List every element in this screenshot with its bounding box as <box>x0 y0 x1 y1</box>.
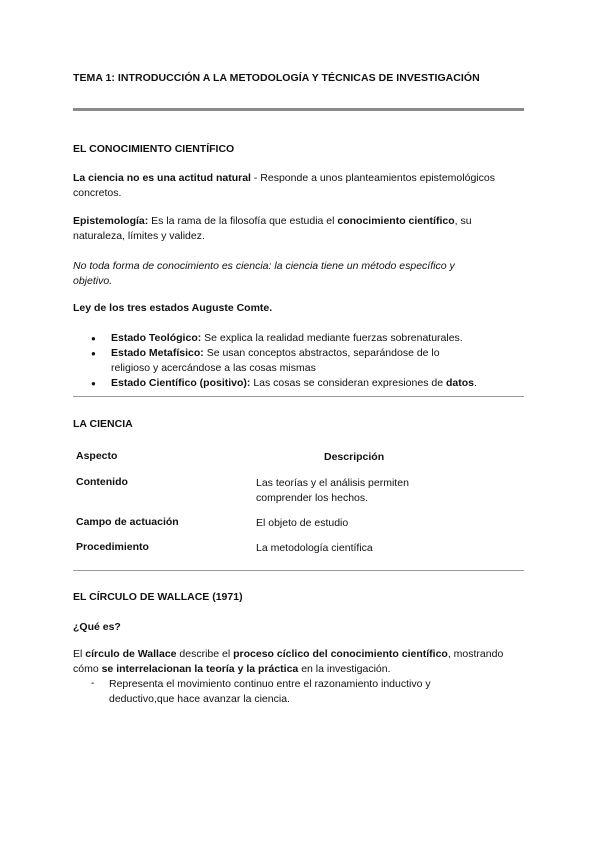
science-table <box>76 450 516 560</box>
bold-text: datos <box>445 377 474 389</box>
bold-text: Estado Teológico: <box>111 332 202 344</box>
table-header-descripcion: Descripción <box>324 451 385 463</box>
paragraph-wallace <box>73 647 529 677</box>
table-cell-aspect: Contenido <box>76 476 128 488</box>
text: Es la rama de la filosofía que estudia el <box>148 215 338 227</box>
table-cell-desc: La metodología científica <box>256 542 373 554</box>
dash-item-text: Representa el movimiento continuo entre el razonamiento inductivo y deductivo,que hace avanzar la ciencia. <box>109 678 431 705</box>
bold-text: círculo de Wallace <box>85 648 177 660</box>
list-item <box>91 346 476 376</box>
text: Se explica la realidad mediante fuerzas sobrenaturales. <box>201 332 463 344</box>
bullet-list-estados <box>91 331 511 391</box>
dash-list-item <box>77 677 477 707</box>
paragraph-epistemologia <box>73 214 525 244</box>
table-cell-desc: Las teorías y el análisis permiten comprender los hechos. <box>256 477 409 504</box>
table-cell-desc: El objeto de estudio <box>256 517 349 529</box>
bold-text: Epistemología: <box>73 215 149 227</box>
text: , su naturaleza, límites y validez. <box>73 215 472 242</box>
subheading-que-es: ¿Qué es? <box>73 621 121 633</box>
paragraph-ciencia-natural <box>73 171 525 201</box>
text: describe el <box>176 648 234 660</box>
section-heading-ciencia: LA CIENCIA <box>73 418 133 430</box>
text: El <box>73 648 86 660</box>
text: en la investigación. <box>298 663 391 675</box>
section-heading-wallace: EL CÍRCULO DE WALLACE (1971) <box>73 591 243 603</box>
law-title: Ley de los tres estados Auguste Comte. <box>73 302 273 314</box>
table-cell-aspect: Procedimiento <box>76 541 149 553</box>
list-item <box>91 331 511 346</box>
title-divider <box>73 108 524 111</box>
bold-text: La ciencia no es una actitud natural <box>73 172 251 184</box>
section-divider <box>73 570 524 571</box>
document-title: TEMA 1: INTRODUCCIÓN A LA METODOLOGÍA Y TÉCNICAS DE INVESTIGACIÓN <box>73 72 480 84</box>
bold-text: conocimiento científico <box>337 215 455 227</box>
text: - Responde a unos planteamientos epistemológicos concretos. <box>73 172 495 199</box>
section-heading-conocimiento: EL CONOCIMIENTO CIENTÍFICO <box>73 143 235 155</box>
italic-text: No toda forma de conocimiento es ciencia: la ciencia tiene un método específico y objetivo. <box>73 260 455 287</box>
text: , mostrando cómo <box>73 648 504 675</box>
bold-text: proceso cíclico del conocimiento científico <box>233 648 448 660</box>
section-divider <box>73 396 524 397</box>
paragraph-italic-note <box>73 259 483 289</box>
dash-marker: - <box>91 677 95 689</box>
table-header-aspecto: Aspecto <box>76 450 118 462</box>
table-cell-aspect: Campo de actuación <box>76 516 179 528</box>
text: Se usan conceptos abstractos, separándose de lo religioso y acercándose a las cosas mismas <box>111 347 440 374</box>
text: . <box>473 377 477 389</box>
list-item <box>91 376 511 391</box>
text: Las cosas se consideran expresiones de <box>250 377 446 389</box>
bold-text: Estado Científico (positivo): <box>111 377 251 389</box>
bold-text: se interrelacionan la teoría y la práctica <box>101 663 299 675</box>
bold-text: Estado Metafísico: <box>111 347 204 359</box>
